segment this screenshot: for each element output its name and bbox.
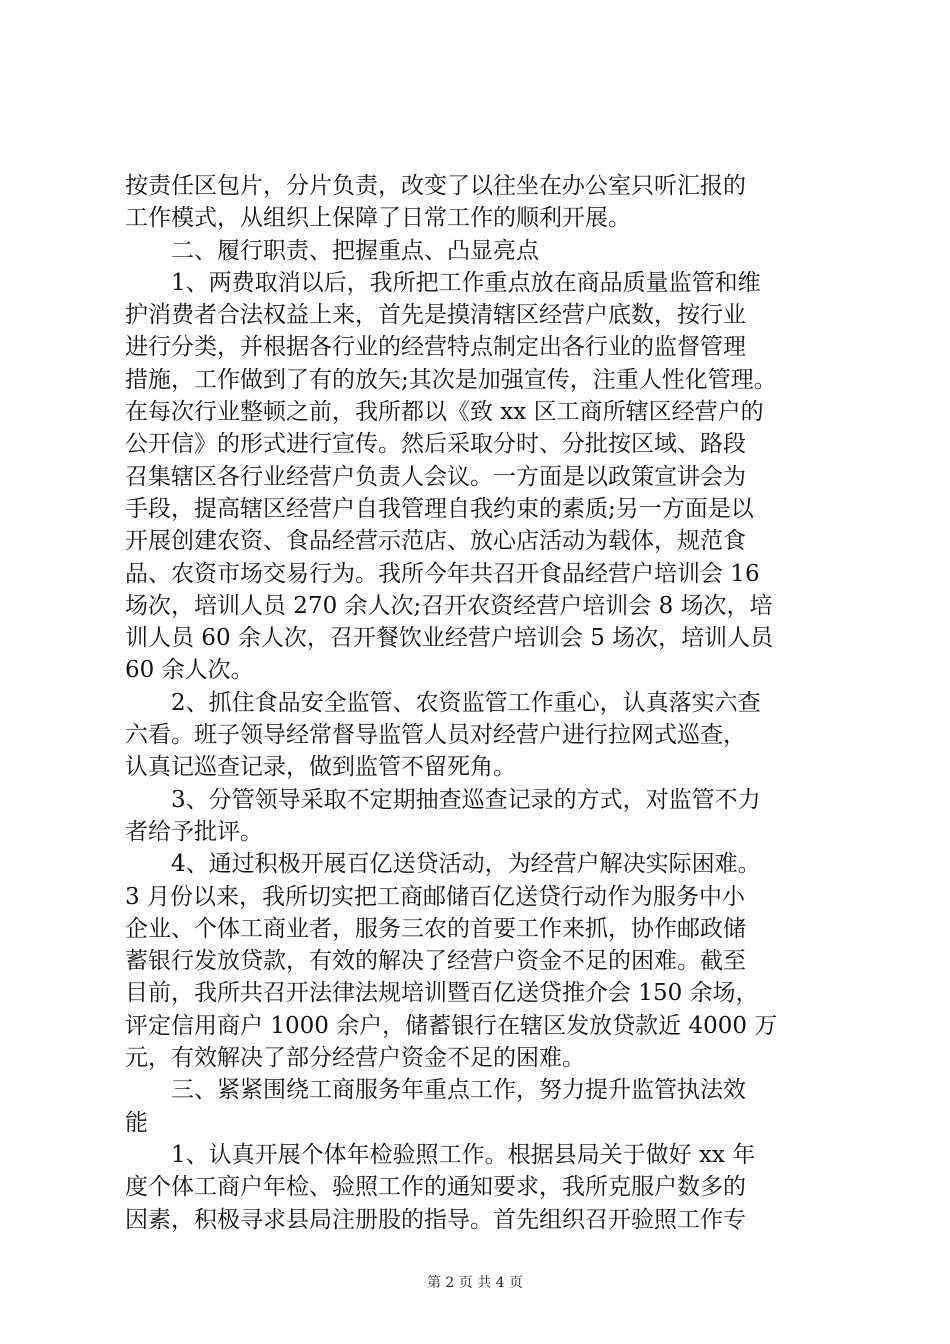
text-line: 3、分管领导采取不定期抽查巡查记录的方式，对监管不力 [125, 786, 761, 813]
body-text [125, 170, 835, 1236]
text-line: 在每次行业整顿之前，我所都以《致 xx 区工商所辖区经营户的 [125, 399, 764, 426]
text-line: 训人员 60 余人次，召开餐饮业经营户培训会 5 场次，培训人员 [125, 625, 774, 652]
text-line: 按责任区包片，分片负责，改变了以往坐在办公室只听汇报的 [125, 173, 746, 199]
text-line: 品、农资市场交易行为。我所今年共召开食品经营户培训会 16 [125, 560, 760, 587]
text-line: 因素，积极寻求县局注册股的指导。首先组织召开验照工作专 [125, 1206, 746, 1233]
page-footer: 第 2 页 共 4 页 [426, 1275, 524, 1291]
text-line: 三、紧紧围绕工商服务年重点工作，努力提升监管执法效 [125, 1077, 746, 1104]
text-line: 1、认真开展个体年检验照工作。根据县局关于做好 xx 年 [125, 1141, 756, 1168]
text-line: 2、抓住食品安全监管、农资监管工作重心，认真落实六查 [125, 689, 761, 716]
text-line: 者给予批评。 [125, 818, 263, 845]
text-line: 目前，我所共召开法律法规培训暨百亿送贷推介会 150 余场， [125, 980, 759, 1007]
text-line: 手段，提高辖区经营户自我管理自我约束的素质;另一方面是以 [125, 495, 754, 522]
text-line: 4、通过积极开展百亿送贷活动，为经营户解决实际困难。 [125, 851, 761, 878]
text-line: 六看。班子领导经常督导监管人员对经营户进行拉网式巡查， [125, 722, 746, 749]
text-line: 开展创建农资、食品经营示范店、放心店活动为载体，规范食 [125, 528, 746, 555]
text-line: 1、两费取消以后，我所把工作重点放在商品质量监管和维 [125, 269, 761, 296]
text-line: 能 [125, 1109, 148, 1136]
text-line: 进行分类，并根据各行业的经营特点制定出各行业的监督管理 [125, 334, 746, 361]
text-line: 认真记巡查记录，做到监管不留死角。 [125, 754, 516, 781]
text-line: 公开信》的形式进行宣传。然后采取分时、分批按区域、路段 [125, 431, 746, 458]
text-line: 召集辖区各行业经营户负责人会议。一方面是以政策宣讲会为 [125, 463, 746, 490]
text-line: 措施，工作做到了有的放矢;其次是加强宣传，注重人性化管理。 [125, 366, 777, 393]
text-line: 度个体工商户年检、验照工作的通知要求，我所克服户数多的 [125, 1174, 746, 1201]
text-line: 场次，培训人员 270 余人次;召开农资经营户培训会 8 场次，培 [125, 592, 773, 619]
text-line: 二、履行职责、把握重点、凸显亮点 [125, 237, 539, 264]
text-line: 60 余人次。 [125, 657, 254, 684]
text-line: 评定信用商户 1000 余户，储蓄银行在辖区发放贷款近 4000 万 [125, 1012, 778, 1039]
text-line: 元，有效解决了部分经营户资金不足的困难。 [125, 1045, 585, 1072]
text-line: 护消费者合法权益上来，首先是摸清辖区经营户底数，按行业 [125, 302, 746, 329]
text-line: 工作模式，从组织上保障了日常工作的顺利开展。 [125, 205, 631, 232]
text-line: 蓄银行发放贷款，有效的解决了经营户资金不足的困难。截至 [125, 948, 746, 975]
text-line: 3 月份以来，我所切实把工商邮储百亿送贷行动作为服务中小 [125, 883, 745, 910]
text-line: 企业、个体工商业者，服务三农的首要工作来抓，协作邮政储 [125, 915, 746, 942]
